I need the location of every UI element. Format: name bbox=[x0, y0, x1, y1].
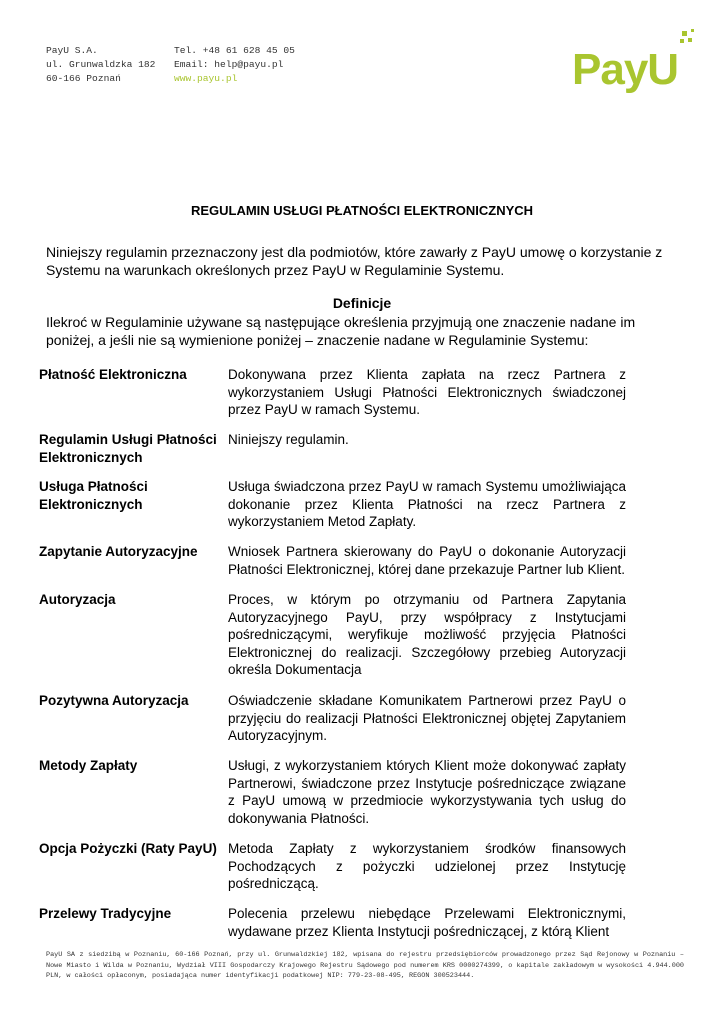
definition-term: Płatność Elektroniczna bbox=[39, 367, 187, 382]
definition-description: Oświadczenie składane Komunikatem Partnerowi przez PayU o przyjęciu do realizacji Płatności Elektronicznej objętej Zapytaniem Autoryzacyjnym. bbox=[228, 693, 626, 743]
company-website-link[interactable]: www.payu.pl bbox=[174, 73, 238, 84]
definition-term: Opcja Pożyczki (Raty PayU) bbox=[39, 841, 217, 856]
definition-term: Autoryzacja bbox=[39, 592, 116, 607]
definition-term: Usługa Płatności Elektronicznych bbox=[39, 479, 148, 512]
definition-description: Usługa świadczona przez PayU w ramach Systemu umożliwiająca dokonanie przez Klienta Płatności na rzecz Partnera z wykorzystaniem Metod Zapłaty. bbox=[228, 479, 626, 529]
definition-description: Wniosek Partnera skierowany do PayU o dokonanie Autoryzacji Płatności Elektronicznej, której dane przekazuje Partner lub Klient. bbox=[228, 544, 626, 577]
definition-description: Proces, w którym po otrzymaniu od Partnera Zapytania Autoryzacyjnego PayU, przy współpracy z Instytucjami pośredniczącymi, weryfikuje możliwość przyjęcia Płatności Elektronicznej do realizacji. Szczegółowy przebieg Autoryzacji określa Dokumentacja bbox=[228, 592, 626, 677]
page-footer: PayU SA z siedzibą w Poznaniu, 60-166 Poznań, przy ul. Grunwaldzkiej 182, wpisana do rejestru przedsiębiorców prowadzonego przez Sąd Rejonowy w Poznaniu – Nowe Miasto i Wilda w Poznaniu, Wydział VIII Gospodarczy Krajowego Rejestru Sądowego pod numerem KRS 0000274399, o kapitale zakładowym w wysokości 4.944.000 PLN, w całości opłaconym, posiadająca numer identyfikacji podatkowej NIP: 779-23-08-495, REGON 300523444. bbox=[46, 951, 684, 980]
definition-term: Pozytywna Autoryzacja bbox=[39, 693, 189, 708]
definition-description: Usługi, z wykorzystaniem których Klient może dokonywać zapłaty Partnerowi, świadczone przez Instytucje pośredniczące związane z PayU umową w przedmiocie wykorzystywania tych usług do dokonywania Płatności. bbox=[228, 758, 626, 826]
definition-description: Dokonywana przez Klienta zapłata na rzecz Partnera z wykorzystaniem Usługi Płatności Elektronicznych świadczonej przez PayU w ramach Systemu. bbox=[228, 367, 626, 417]
company-address bbox=[46, 44, 155, 86]
definition-term: Regulamin Usługi Płatności Elektronicznych bbox=[39, 432, 217, 465]
company-phone: Tel. +48 61 628 45 05 bbox=[174, 45, 295, 56]
company-contact bbox=[174, 44, 295, 86]
definitions-intro: Ilekroć w Regulaminie używane są następujące określenia przyjmują one znaczenie nadane im poniżej, a jeśli nie są wymienione poniżej – znaczenie nadane w Regulaminie Systemu: bbox=[46, 314, 636, 348]
definition-term: Metody Zapłaty bbox=[39, 758, 138, 773]
document-title: REGULAMIN USŁUGI PŁATNOŚCI ELEKTRONICZNYCH bbox=[190, 203, 534, 218]
definition-description: Polecenia przelewu niebędące Przelewami Elektronicznymi, wydawane przez Klienta Instytucji pośredniczącej, z którą Klient bbox=[228, 906, 626, 939]
definition-description: Metoda Zapłaty z wykorzystaniem środków finansowych Pochodzących z pożyczki udzielonej przez Instytucję pośredniczącą. bbox=[228, 841, 626, 891]
company-name: PayU S.A. bbox=[46, 45, 98, 56]
intro-paragraph: Niniejszy regulamin przeznaczony jest dla podmiotów, które zawarły z PayU umowę o korzystanie z Systemu na warunkach określonych przez PayU w Regulaminie Systemu. bbox=[46, 244, 663, 278]
payu-logo bbox=[570, 28, 696, 94]
definition-term: Przelewy Tradycyjne bbox=[39, 906, 172, 921]
company-street: ul. Grunwaldzka 182 bbox=[46, 59, 156, 70]
svg-text:PayU: PayU bbox=[572, 45, 679, 94]
definition-term: Zapytanie Autoryzacyjne bbox=[39, 544, 198, 559]
company-email: Email: help@payu.pl bbox=[174, 59, 284, 70]
company-city: 60-166 Poznań bbox=[46, 73, 121, 84]
definition-description: Niniejszy regulamin. bbox=[228, 432, 349, 447]
definitions-heading: Definicje bbox=[332, 295, 392, 311]
